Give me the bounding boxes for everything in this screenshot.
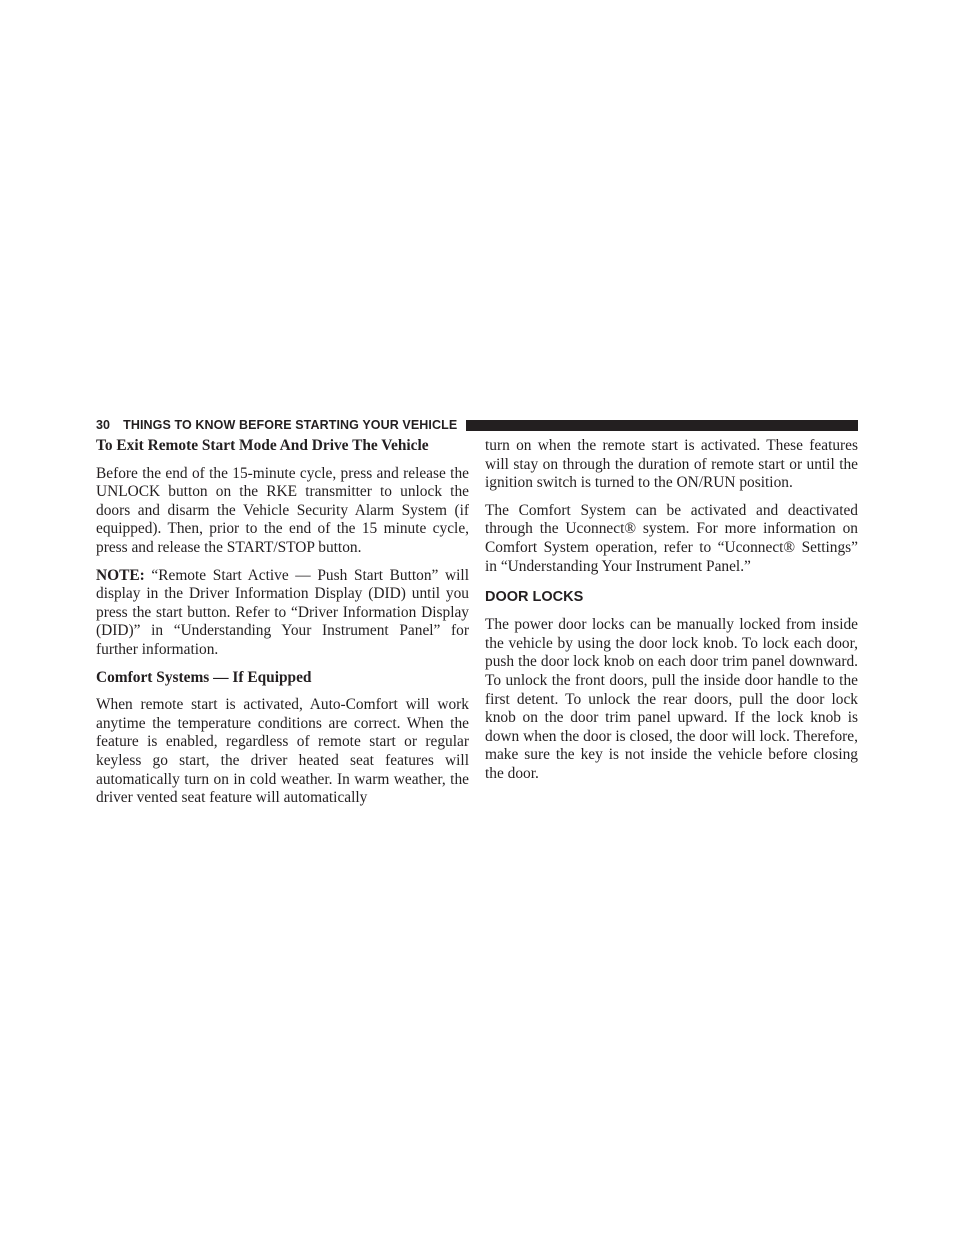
exit-remote-start-paragraph: Before the end of the 15-minute cycle, press and release the UNLOCK button on the RKE transmitter to unlock the doors and disarm the Vehicle Security Alarm System (if equipped). Then, prior to the end of the 15 minute cycle, press and release the START/STOP button. [96,464,469,556]
door-locks-heading: DOOR LOCKS [485,589,584,606]
exit-remote-start-heading: To Exit Remote Start Mode And Drive The Vehicle [96,437,429,454]
section-title: THINGS TO KNOW BEFORE STARTING YOUR VEHICLE [123,418,458,432]
page-number: 30 [96,418,111,432]
note-label: NOTE: [96,566,145,584]
right-column [485,437,858,793]
comfort-continued-paragraph: turn on when the remote start is activated. These features will stay on through the duration of remote start or until the ignition switch is turned to the ON/RUN position. [485,437,858,492]
comfort-systems-paragraph: When remote start is activated, Auto-Comfort will work anytime the temperature conditions are correct. When the feature is enabled, regardless of remote start or regular keyless go start, the driver heated seat features will automatically turn on in cold weather. In warm weather, the driver vented seat feature will automatically [96,696,469,807]
page-header [96,417,858,433]
comfort-systems-heading: Comfort Systems — If Equipped [96,668,312,686]
note-paragraph [96,567,469,660]
left-column [96,437,469,817]
comfort-system-uconnect-paragraph: The Comfort System can be activated and deactivated through the Uconnect® system. For more information on Comfort System operation, refer to “Uconnect® Settings” in “Understanding Your Instrument Panel.” [485,501,858,575]
header-rule [466,420,858,431]
note-text: “Remote Start Active — Push Start Button” will display in the Driver Information Display (DID) until you press the start button. Refer to “Driver Information Display (DID)” in “Understanding Your Instrument Panel” for further information. [96,566,469,658]
door-locks-paragraph: The power door locks can be manually locked from inside the vehicle by using the door lock knob. To lock each door, push the door lock knob on each door trim panel downward. To unlock the front doors, pull the inside door handle to the first detent. To unlock the rear doors, pull the door lock knob on the door trim panel upward. If the lock knob is down when the door is closed, the door will lock. Therefore, make sure the key is not inside the vehicle before closing the door. [485,616,858,782]
